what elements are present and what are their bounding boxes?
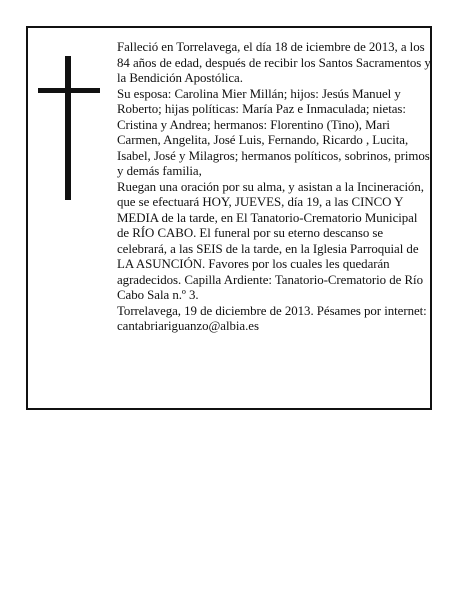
family-members: Su esposa: Carolina Mier Millán; hijos: Jesús Manuel y Roberto; hijas políticas: María Paz e Inmaculada; nietas: Cristina y Andrea; hermanos: Florentino (Tino), Mari Carmen, Angelita, José Luis, Fernando, Ricardo , Lucita, Isabel, José y Milagros; hermanos políticos, sobrinos, primos y demás familia, bbox=[117, 86, 430, 178]
cross-icon bbox=[38, 56, 102, 200]
cross-vertical-bar bbox=[65, 56, 71, 200]
obituary-text bbox=[117, 40, 432, 335]
date-and-contact: Torrelavega, 19 de diciembre de 2013. Pésames por internet: cantabriariguanzo@albia.es bbox=[117, 303, 427, 333]
funeral-details: Ruegan una oración por su alma, y asistan a la Incineración, que se efectuará HOY, JUEVES, día 19, a las CINCO Y MEDIA de la tarde, en El Tanatorio-Crematorio Municipal de RÍO CABO. El funeral por su eterno descanso se celebrará, a las SEIS de la tarde, en la Iglesia Parroquial de LA ASUNCIÓN. Favores por los cuales les quedarán agradecidos. Capilla Ardiente: Tanatorio-Crematorio de Río Cabo Sala n.º 3. bbox=[117, 179, 424, 302]
obituary-notice bbox=[26, 26, 432, 410]
death-announcement: Falleció en Torrelavega, el día 18 de iciembre de 2013, a los 84 años de edad, después de recibir los Santos Sacramentos y la Bendición Apostólica. bbox=[117, 40, 431, 85]
cross-horizontal-bar bbox=[38, 88, 100, 93]
